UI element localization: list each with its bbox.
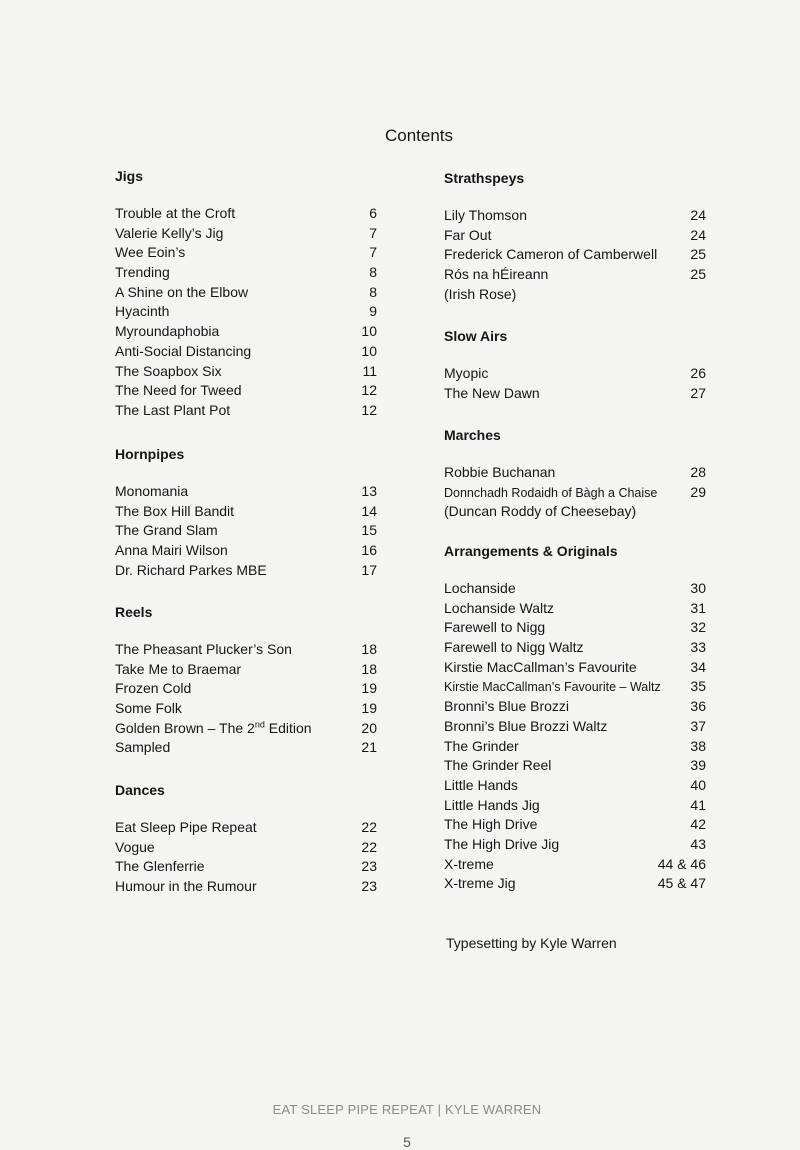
entry-title: Rós na hÉireann xyxy=(444,266,549,283)
entry-title: The Last Plant Pot xyxy=(115,401,231,418)
entry-page-number: 10 xyxy=(361,342,377,359)
entry-page-number: 23 xyxy=(361,858,377,875)
contents-entry xyxy=(115,224,377,244)
entry-title: Robbie Buchanan xyxy=(444,464,556,480)
section-marches xyxy=(444,425,706,522)
entry-title: Some Folk xyxy=(115,700,182,717)
entry-title: Hyacinth xyxy=(115,303,170,320)
contents-entry xyxy=(115,502,377,522)
entry-page-number: 14 xyxy=(361,502,377,519)
entry-title: Lochanside xyxy=(444,580,516,596)
entry-page-number: 9 xyxy=(369,303,377,320)
entry-title: Trouble at the Croft xyxy=(115,205,236,221)
entry-page-number: 15 xyxy=(361,522,377,539)
ordinal-suffix: nd xyxy=(254,719,265,730)
contents-entry xyxy=(115,818,377,838)
typesetting-credit: Typesetting by Kyle Warren xyxy=(446,935,617,951)
contents-entry xyxy=(115,838,377,858)
contents-entry xyxy=(444,579,706,599)
contents-entry xyxy=(444,697,706,717)
contents-entry xyxy=(444,756,706,776)
entry-page-number: 43 xyxy=(690,835,706,852)
entry-title: Farewell to Nigg Waltz xyxy=(444,639,584,656)
entry-page-number: 20 xyxy=(361,719,377,736)
section-entries xyxy=(115,818,377,897)
entry-title: The New Dawn xyxy=(444,384,540,401)
contents-entry xyxy=(115,482,377,502)
entry-page-number: 21 xyxy=(361,739,377,756)
entry-title: Dr. Richard Parkes MBE xyxy=(115,561,267,578)
contents-entry xyxy=(444,638,706,658)
entry-title: Humour in the Rumour xyxy=(115,878,257,895)
entry-title: The Need for Tweed xyxy=(115,382,242,399)
contents-entry xyxy=(115,381,377,401)
section-entries xyxy=(115,482,377,580)
entry-page-number: 36 xyxy=(690,698,706,715)
entry-title: Golden Brown – The 2nd Edition xyxy=(115,719,312,736)
entry-page-number: 18 xyxy=(361,660,377,677)
entry-title: Bronni’s Blue Brozzi xyxy=(444,698,570,715)
entry-page-number: 37 xyxy=(690,717,706,734)
entry-page-number: 19 xyxy=(361,680,377,697)
entry-page-number: 25 xyxy=(690,246,706,263)
contents-entry xyxy=(115,738,377,758)
entry-title: Valerie Kelly’s Jig xyxy=(115,224,224,241)
contents-entry xyxy=(115,679,377,699)
contents-entry xyxy=(444,285,706,305)
entry-page-number: 13 xyxy=(361,483,377,499)
entry-page-number: 22 xyxy=(361,838,377,855)
contents-entry xyxy=(115,322,377,342)
section-arrangements-originals xyxy=(444,541,706,894)
entry-title: The Box Hill Bandit xyxy=(115,502,235,519)
entry-page-number: 25 xyxy=(690,266,706,283)
entry-title: Bronni’s Blue Brozzi Waltz xyxy=(444,717,608,734)
contents-entry xyxy=(444,384,706,404)
contents-entry xyxy=(444,483,706,503)
entry-title: Trending xyxy=(115,264,170,281)
entry-page-number: 19 xyxy=(361,700,377,717)
page-number: 5 xyxy=(403,1134,411,1150)
section-hornpipes xyxy=(115,444,377,580)
entry-title: The Glenferrie xyxy=(115,858,205,875)
section-heading: Reels xyxy=(115,604,153,620)
entry-title: Sampled xyxy=(115,739,171,756)
contents-entry xyxy=(444,737,706,757)
contents-entry xyxy=(444,618,706,638)
contents-entry xyxy=(444,855,706,875)
entry-title: Farewell to Nigg xyxy=(444,619,546,636)
contents-entry xyxy=(115,561,377,581)
entry-page-number: 8 xyxy=(369,264,377,281)
entry-title: (Irish Rose) xyxy=(444,285,517,302)
entry-title: Little Hands xyxy=(444,776,518,793)
section-dances xyxy=(115,780,377,897)
entry-title: Wee Eoin’s xyxy=(115,244,186,261)
section-heading: Dances xyxy=(115,782,165,798)
contents-entry xyxy=(444,265,706,285)
contents-entry xyxy=(444,206,706,226)
section-jigs xyxy=(115,166,377,421)
contents-entry xyxy=(115,283,377,303)
contents-entry xyxy=(444,796,706,816)
entry-title: X-treme Jig xyxy=(444,875,516,892)
entry-page-number: 11 xyxy=(362,362,377,379)
entry-page-number: 40 xyxy=(690,776,706,793)
entry-page-number: 35 xyxy=(690,678,706,695)
contents-entry xyxy=(115,342,377,362)
section-heading: Marches xyxy=(444,427,501,443)
section-entries xyxy=(444,579,706,894)
section-heading: Strathspeys xyxy=(444,170,525,186)
entry-page-number: 16 xyxy=(361,542,377,559)
entry-page-number: 44 & 46 xyxy=(657,855,706,872)
entry-title: Monomania xyxy=(115,483,189,499)
entry-title: Vogue xyxy=(115,838,155,855)
section-reels xyxy=(115,602,377,758)
contents-entry xyxy=(444,815,706,835)
entry-title: The Soapbox Six xyxy=(115,362,222,379)
section-entries xyxy=(444,463,706,522)
entry-title: Myroundaphobia xyxy=(115,323,220,340)
entry-title: Kirstie MacCallman’s Favourite xyxy=(444,658,637,675)
entry-page-number: 27 xyxy=(690,384,706,401)
section-heading: Slow Airs xyxy=(444,328,508,344)
contents-entry xyxy=(444,226,706,246)
entry-page-number: 38 xyxy=(690,737,706,754)
entry-title: Lily Thomson xyxy=(444,207,528,223)
contents-entry xyxy=(444,717,706,737)
section-heading: Hornpipes xyxy=(115,446,185,462)
contents-entry xyxy=(115,699,377,719)
entry-page-number: 12 xyxy=(361,401,377,418)
section-entries xyxy=(444,206,706,304)
contents-entry xyxy=(115,401,377,421)
entry-page-number: 17 xyxy=(361,561,377,578)
entry-title: A Shine on the Elbow xyxy=(115,283,249,300)
contents-entry xyxy=(115,243,377,263)
entry-page-number: 34 xyxy=(690,658,706,675)
entry-page-number: 18 xyxy=(361,641,377,657)
entry-page-number: 22 xyxy=(361,819,377,835)
entry-page-number: 32 xyxy=(690,619,706,636)
entry-title: Donnchadh Rodaidh of Bàgh a Chaise xyxy=(444,485,658,500)
section-entries xyxy=(115,204,377,421)
entry-title: Kirstie MacCallman’s Favourite – Waltz xyxy=(444,680,661,695)
entry-page-number: 7 xyxy=(369,244,377,261)
section-heading: Arrangements & Originals xyxy=(444,543,618,559)
entry-title: The Grinder xyxy=(444,737,519,754)
contents-entry xyxy=(444,874,706,894)
entry-page-number: 39 xyxy=(690,757,706,774)
contents-entry xyxy=(444,677,706,697)
contents-entry xyxy=(115,204,377,224)
entry-page-number: 24 xyxy=(690,226,706,243)
entry-page-number: 23 xyxy=(361,878,377,895)
entry-page-number: 6 xyxy=(369,205,377,221)
page-title: Contents xyxy=(384,126,454,145)
entry-title: The Grand Slam xyxy=(115,522,218,539)
contents-entry xyxy=(115,521,377,541)
section-entries xyxy=(115,640,377,758)
entry-title: Lochanside Waltz xyxy=(444,599,554,616)
entry-page-number: 7 xyxy=(369,224,377,241)
entry-page-number: 45 & 47 xyxy=(657,875,706,892)
contents-entry xyxy=(444,245,706,265)
contents-entry xyxy=(115,302,377,322)
entry-title: Anti-Social Distancing xyxy=(115,342,252,359)
entry-title: Myopic xyxy=(444,365,489,381)
section-entries xyxy=(444,364,706,403)
entry-page-number: 29 xyxy=(690,483,706,500)
contents-entry xyxy=(444,658,706,678)
entry-page-number: 41 xyxy=(690,796,706,813)
entry-page-number: 12 xyxy=(361,382,377,399)
entry-page-number: 8 xyxy=(369,283,377,300)
entry-page-number: 10 xyxy=(361,323,377,340)
entry-title: The Grinder Reel xyxy=(444,757,552,774)
entry-title: Anna Mairi Wilson xyxy=(115,542,228,559)
entry-title: Far Out xyxy=(444,226,492,243)
entry-title: The High Drive Jig xyxy=(444,835,560,852)
contents-entry xyxy=(115,541,377,561)
running-footer: EAT SLEEP PIPE REPEAT | KYLE WARREN xyxy=(272,1102,542,1117)
entry-page-number: 33 xyxy=(690,639,706,656)
entry-title: Frederick Cameron of Camberwell xyxy=(444,246,658,263)
contents-entry xyxy=(444,776,706,796)
entry-title: (Duncan Roddy of Cheesebay) xyxy=(444,503,637,520)
contents-entry xyxy=(115,263,377,283)
entry-title: Little Hands Jig xyxy=(444,796,540,813)
section-strathspeys xyxy=(444,168,706,304)
section-slow-airs xyxy=(444,326,706,403)
contents-entry xyxy=(444,463,706,483)
entry-title: X-treme xyxy=(444,855,494,872)
entry-page-number: 31 xyxy=(690,599,706,616)
contents-entry xyxy=(444,599,706,619)
entry-page-number: 26 xyxy=(690,365,706,381)
contents-entry xyxy=(444,502,706,522)
contents-entry xyxy=(115,857,377,877)
contents-entry xyxy=(115,660,377,680)
entry-title: The High Drive xyxy=(444,816,538,833)
contents-entry xyxy=(115,719,377,739)
entry-title: Frozen Cold xyxy=(115,680,192,697)
contents-entry xyxy=(444,364,706,384)
entry-page-number: 24 xyxy=(690,207,706,223)
entry-page-number: 28 xyxy=(690,464,706,480)
entry-page-number: 42 xyxy=(690,816,706,833)
entry-title: The Pheasant Plucker’s Son xyxy=(115,641,292,657)
contents-entry xyxy=(115,640,377,660)
entry-title: Take Me to Braemar xyxy=(115,660,242,677)
entry-title: Eat Sleep Pipe Repeat xyxy=(115,819,257,835)
contents-entry xyxy=(444,835,706,855)
contents-entry xyxy=(115,362,377,382)
contents-entry xyxy=(115,877,377,897)
entry-page-number: 30 xyxy=(690,580,706,596)
section-heading: Jigs xyxy=(115,168,144,184)
